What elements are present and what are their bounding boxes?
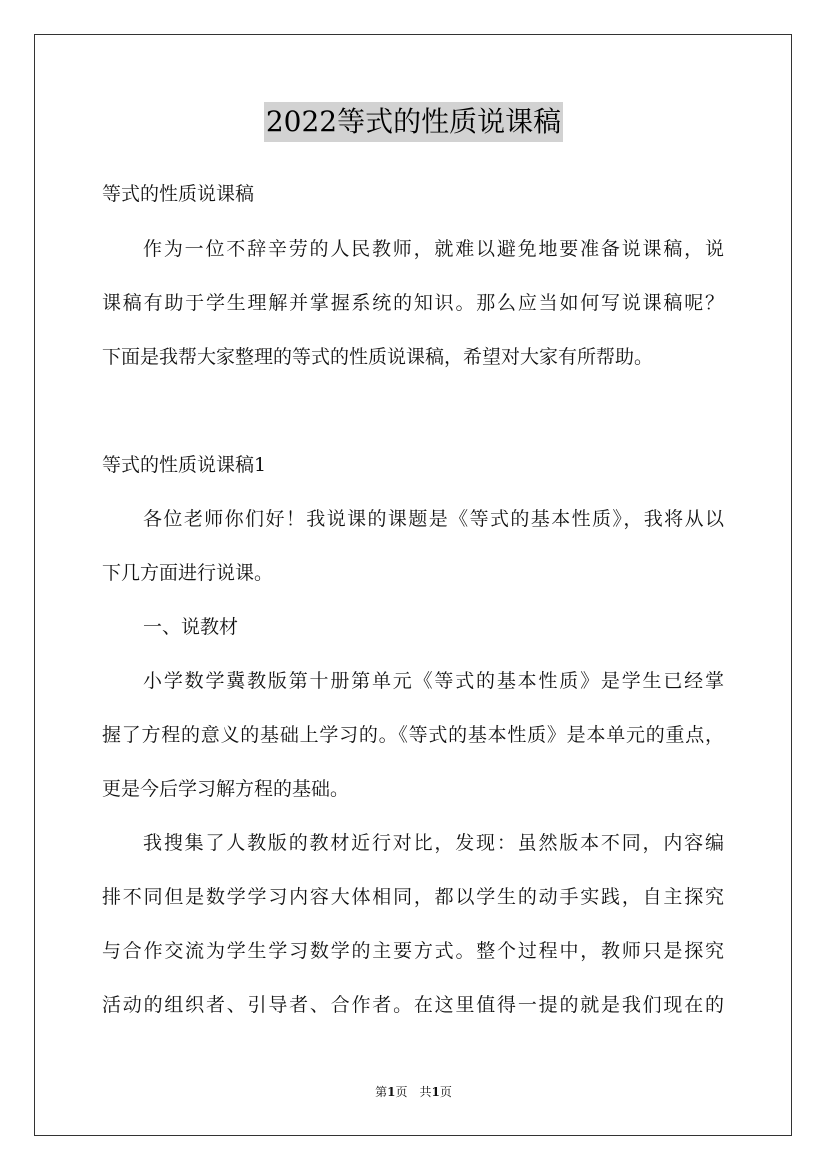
- title-container: [0, 102, 827, 142]
- para1-line-1: 各位老师你们好！我说课的课题是《等式的基本性质》，我将从以: [143, 508, 724, 530]
- para1-line-2: 下几方面进行说课。: [102, 562, 274, 584]
- para3-line-2: 排不同但是数学学习内容大体相同，都以学生的动手实践，自主探究: [102, 886, 724, 908]
- para3-line-1: 我搜集了人教版的教材近行对比，发现：虽然版本不同，内容编: [143, 832, 724, 854]
- intro-line-3: 下面是我帮大家整理的等式的性质说课稿，希望对大家有所帮助。: [102, 346, 654, 368]
- subheading: 等式的性质说课稿: [102, 183, 255, 205]
- footer-page-current: 1: [387, 1085, 396, 1099]
- intro-line-2: 课稿有助于学生理解并掌握系统的知识。那么应当如何写说课稿呢？: [102, 292, 724, 314]
- para2-line-3: 更是今后学习解方程的基础。: [102, 778, 350, 800]
- footer-page-suffix: 页: [439, 1085, 452, 1099]
- footer-page-mid: 页 共: [395, 1085, 432, 1099]
- footer-page-prefix: 第: [375, 1085, 388, 1099]
- para3-line-4: 活动的组织者、引导者、合作者。在这里值得一提的就是我们现在的: [102, 994, 724, 1016]
- para2-line-2: 握了方程的意义的基础上学习的。《等式的基本性质》是本单元的重点，: [102, 724, 724, 746]
- page-footer: [0, 1084, 827, 1100]
- intro-line-1: 作为一位不辞辛劳的人民教师，就难以避免地要准备说课稿，说: [143, 238, 724, 260]
- footer-page-total: 1: [431, 1085, 440, 1099]
- section-heading: 等式的性质说课稿1: [102, 454, 267, 476]
- para3-line-3: 与合作交流为学生学习数学的主要方式。整个过程中，教师只是探究: [102, 940, 724, 962]
- item-heading: 一、说教材: [143, 616, 239, 638]
- document-title: 2022等式的性质说课稿: [264, 102, 563, 142]
- para2-line-1: 小学数学冀教版第十册第单元《等式的基本性质》是学生已经掌: [143, 670, 724, 692]
